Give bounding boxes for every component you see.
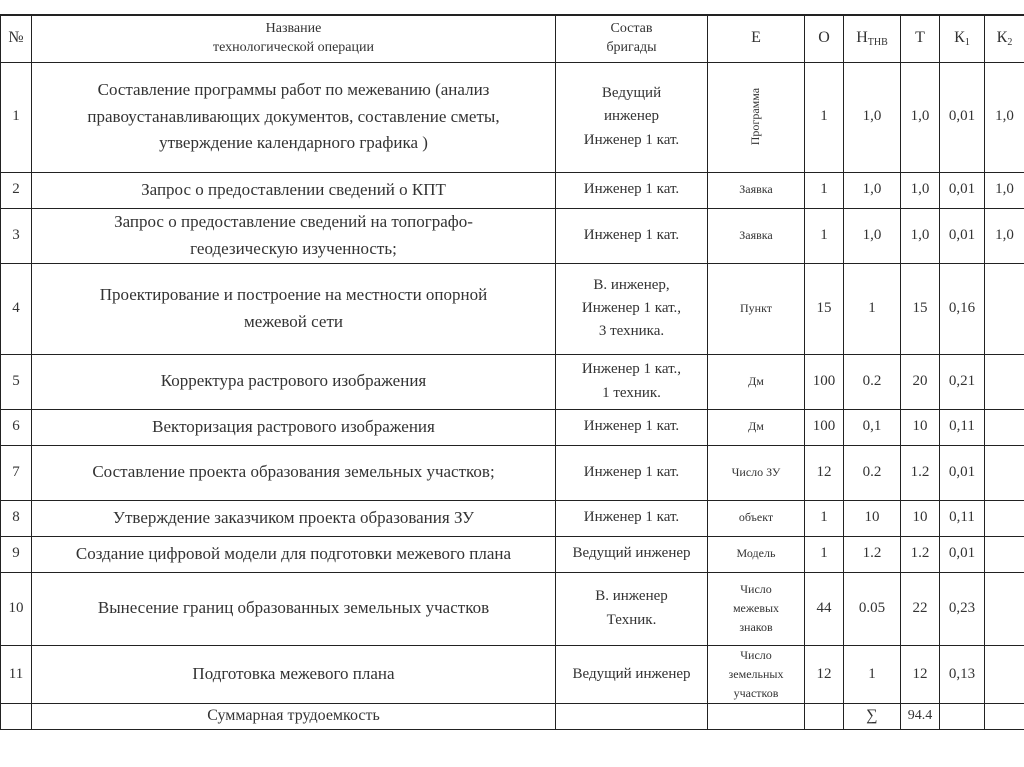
k1-cell: 0,11 — [940, 409, 985, 445]
operation-name-line: правоустанавливающих документов, составление сметы, — [87, 106, 500, 126]
unit-line: знаков — [739, 620, 773, 635]
unit-line: Заявка — [739, 227, 773, 242]
norm-cell: 10 — [844, 500, 901, 536]
k1-cell: 0,01 — [940, 172, 985, 208]
norm-cell: 1,0 — [844, 208, 901, 263]
k2-cell — [985, 409, 1024, 445]
row-number: 8 — [1, 500, 32, 536]
operation-name-line: Корректура растрового изображения — [160, 371, 427, 391]
row-number: 3 — [1, 208, 32, 263]
crew-line: инженер — [603, 108, 660, 125]
crew-line: 1 техник. — [602, 384, 661, 401]
crew-line: Ведущий инженер — [572, 665, 691, 682]
row-number: 1 — [1, 62, 32, 172]
crew-composition — [556, 172, 708, 208]
total-empty-cell — [805, 704, 844, 730]
quantity-cell: 100 — [805, 354, 844, 409]
k2-cell: 1,0 — [985, 62, 1024, 172]
unit-of-measure — [708, 263, 805, 354]
k2-cell — [985, 645, 1024, 704]
crew-line: Инженер 1 кат. — [583, 463, 680, 480]
norm-cell: 1,0 — [844, 172, 901, 208]
k1-cell: 0,01 — [940, 536, 985, 572]
norm-cell: 1,0 — [844, 62, 901, 172]
k1-cell: 0,01 — [940, 208, 985, 263]
time-cell: 22 — [901, 572, 940, 645]
unit-of-measure — [708, 354, 805, 409]
crew-composition — [556, 572, 708, 645]
table-row — [1, 263, 1024, 354]
crew-composition — [556, 536, 708, 572]
crew-composition — [556, 62, 708, 172]
header-unit: Е — [708, 15, 805, 62]
operation-name-line: геодезическую изученность; — [190, 238, 397, 258]
operation-name — [32, 572, 556, 645]
k2-cell — [985, 536, 1024, 572]
table-header-row — [1, 15, 1024, 62]
operation-name — [32, 208, 556, 263]
operations-table — [0, 14, 1024, 730]
operation-name-line: Составление проекта образования земельных участков; — [92, 462, 495, 482]
k1-cell: 0,23 — [940, 572, 985, 645]
time-cell: 10 — [901, 500, 940, 536]
quantity-cell: 15 — [805, 263, 844, 354]
operation-name-line: Запрос о предоставление сведений на топографо- — [114, 212, 473, 232]
unit-line: объект — [738, 510, 774, 525]
header-k2 — [985, 15, 1024, 62]
crew-line: 3 техника. — [598, 323, 665, 340]
total-empty-cell — [556, 704, 708, 730]
operation-name-line: Вынесение границ образованных земельных участков — [97, 598, 490, 618]
quantity-cell: 12 — [805, 645, 844, 704]
k1-cell: 0,11 — [940, 500, 985, 536]
row-number: 7 — [1, 445, 32, 500]
unit-line: Дм — [748, 373, 764, 388]
unit-line: Число — [740, 647, 772, 662]
k1-cell: 0,16 — [940, 263, 985, 354]
table-row — [1, 208, 1024, 263]
time-cell: 15 — [901, 263, 940, 354]
quantity-cell: 1 — [805, 208, 844, 263]
unit-line: Пункт — [739, 300, 772, 315]
operation-name-line: Подготовка межевого плана — [192, 664, 395, 684]
quantity-cell: 1 — [805, 536, 844, 572]
time-cell: 1,0 — [901, 62, 940, 172]
norm-cell: 0.05 — [844, 572, 901, 645]
quantity-cell: 100 — [805, 409, 844, 445]
header-name-line: Название — [265, 20, 322, 36]
norm-cell: 0.2 — [844, 445, 901, 500]
table-row — [1, 572, 1024, 645]
table-row — [1, 62, 1024, 172]
unit-of-measure — [708, 172, 805, 208]
operation-name — [32, 172, 556, 208]
quantity-cell: 44 — [805, 572, 844, 645]
k2-cell: 1,0 — [985, 208, 1024, 263]
unit-line: Модель — [736, 546, 776, 561]
table-row — [1, 500, 1024, 536]
operation-name — [32, 536, 556, 572]
unit-of-measure — [708, 645, 805, 704]
k2-cell — [985, 263, 1024, 354]
crew-line: Инженер 1 кат. — [583, 131, 680, 148]
norm-cell: 1 — [844, 645, 901, 704]
row-number: 10 — [1, 572, 32, 645]
k2-cell: 1,0 — [985, 172, 1024, 208]
time-cell: 1.2 — [901, 536, 940, 572]
row-number: 9 — [1, 536, 32, 572]
header-number: № — [1, 15, 32, 62]
total-row — [1, 704, 1024, 730]
header-time: Т — [901, 15, 940, 62]
header-k1-sub: 1 — [964, 37, 970, 49]
crew-line: В. инженер — [595, 588, 668, 605]
unit-of-measure — [708, 445, 805, 500]
crew-line: Ведущий — [601, 85, 662, 102]
header-crew-line: Состав — [610, 20, 653, 36]
unit-of-measure — [708, 62, 805, 172]
header-quantity: О — [805, 15, 844, 62]
table-row — [1, 354, 1024, 409]
crew-line: Инженер 1 кат. — [583, 418, 680, 435]
unit-line: участков — [733, 685, 779, 700]
time-cell: 12 — [901, 645, 940, 704]
header-crew — [556, 15, 708, 62]
k2-cell — [985, 445, 1024, 500]
norm-cell: 1.2 — [844, 536, 901, 572]
crew-composition — [556, 263, 708, 354]
total-empty-cell — [1, 704, 32, 730]
time-cell: 1.2 — [901, 445, 940, 500]
time-cell: 1,0 — [901, 208, 940, 263]
operation-name — [32, 62, 556, 172]
crew-line: Инженер 1 кат. — [583, 181, 680, 198]
k2-cell — [985, 354, 1024, 409]
unit-rotated-label: Программа — [748, 88, 763, 146]
operation-name-line: Проектирование и построение на местности опорной — [99, 285, 488, 305]
k1-cell: 0,13 — [940, 645, 985, 704]
crew-line: Инженер 1 кат., — [581, 361, 682, 378]
time-cell: 20 — [901, 354, 940, 409]
row-number: 4 — [1, 263, 32, 354]
operation-name — [32, 500, 556, 536]
operation-name — [32, 409, 556, 445]
quantity-cell: 1 — [805, 172, 844, 208]
quantity-cell: 1 — [805, 500, 844, 536]
total-empty-cell — [985, 704, 1024, 730]
k1-cell: 0,21 — [940, 354, 985, 409]
table-row — [1, 536, 1024, 572]
k1-cell: 0,01 — [940, 62, 985, 172]
total-label: Суммарная трудоемкость — [32, 704, 556, 730]
operation-name — [32, 445, 556, 500]
crew-composition — [556, 445, 708, 500]
unit-line: земельных — [728, 666, 784, 681]
crew-composition — [556, 208, 708, 263]
norm-cell: 0.2 — [844, 354, 901, 409]
table-row — [1, 409, 1024, 445]
table-row — [1, 445, 1024, 500]
crew-line: Ведущий инженер — [572, 545, 691, 562]
norm-cell: 1 — [844, 263, 901, 354]
operation-name — [32, 645, 556, 704]
crew-line: В. инженер, — [593, 276, 670, 293]
k2-cell — [985, 500, 1024, 536]
header-k2-sub: 2 — [1007, 37, 1013, 49]
crew-composition — [556, 354, 708, 409]
row-number: 6 — [1, 409, 32, 445]
norm-cell: 0,1 — [844, 409, 901, 445]
crew-composition — [556, 645, 708, 704]
quantity-cell: 1 — [805, 62, 844, 172]
crew-composition — [556, 500, 708, 536]
header-norm-main: Н — [856, 29, 868, 47]
table-body — [1, 62, 1024, 704]
operation-name-line: утверждение календарного графика ) — [159, 133, 428, 153]
unit-line: межевых — [732, 600, 780, 615]
time-cell: 10 — [901, 409, 940, 445]
header-norm — [844, 15, 901, 62]
crew-line: Инженер 1 кат. — [583, 226, 680, 243]
total-empty-cell — [940, 704, 985, 730]
crew-line: Инженер 1 кат. — [583, 509, 680, 526]
sum-symbol: ∑ — [844, 704, 901, 730]
operation-name — [32, 263, 556, 354]
quantity-cell: 12 — [805, 445, 844, 500]
unit-of-measure — [708, 208, 805, 263]
header-k1-main: К — [954, 29, 965, 47]
row-number: 5 — [1, 354, 32, 409]
unit-line: Дм — [748, 419, 764, 434]
unit-of-measure — [708, 500, 805, 536]
unit-of-measure — [708, 409, 805, 445]
operation-name-line: межевой сети — [244, 311, 343, 331]
crew-line: Инженер 1 кат., — [581, 299, 682, 316]
unit-line: Заявка — [739, 182, 773, 197]
operation-name-line: Запрос о предоставлении сведений о КПТ — [141, 179, 446, 199]
header-operation-name — [32, 15, 556, 62]
crew-composition — [556, 409, 708, 445]
unit-line: Число — [740, 581, 772, 596]
operation-name-line: Утверждение заказчиком проекта образования ЗУ — [112, 507, 475, 527]
table-row — [1, 172, 1024, 208]
k2-cell — [985, 572, 1024, 645]
header-crew-line: бригады — [606, 39, 657, 55]
row-number: 11 — [1, 645, 32, 704]
row-number: 2 — [1, 172, 32, 208]
crew-line: Техник. — [606, 611, 657, 628]
operation-name-line: Создание цифровой модели для подготовки межевого плана — [75, 543, 512, 563]
header-k1 — [940, 15, 985, 62]
k1-cell: 0,01 — [940, 445, 985, 500]
total-value: 94.4 — [901, 704, 940, 730]
unit-of-measure — [708, 536, 805, 572]
table-row — [1, 645, 1024, 704]
operation-name — [32, 354, 556, 409]
header-norm-sub: ТНВ — [867, 37, 888, 49]
unit-line: Число ЗУ — [731, 464, 781, 479]
time-cell: 1,0 — [901, 172, 940, 208]
unit-of-measure — [708, 572, 805, 645]
total-empty-cell — [708, 704, 805, 730]
header-k2-main: К — [996, 29, 1008, 47]
operation-name-line: Составление программы работ по межеванию (анализ — [97, 80, 490, 100]
operation-name-line: Векторизация растрового изображения — [152, 416, 435, 436]
header-name-line: технологической операции — [213, 39, 374, 55]
